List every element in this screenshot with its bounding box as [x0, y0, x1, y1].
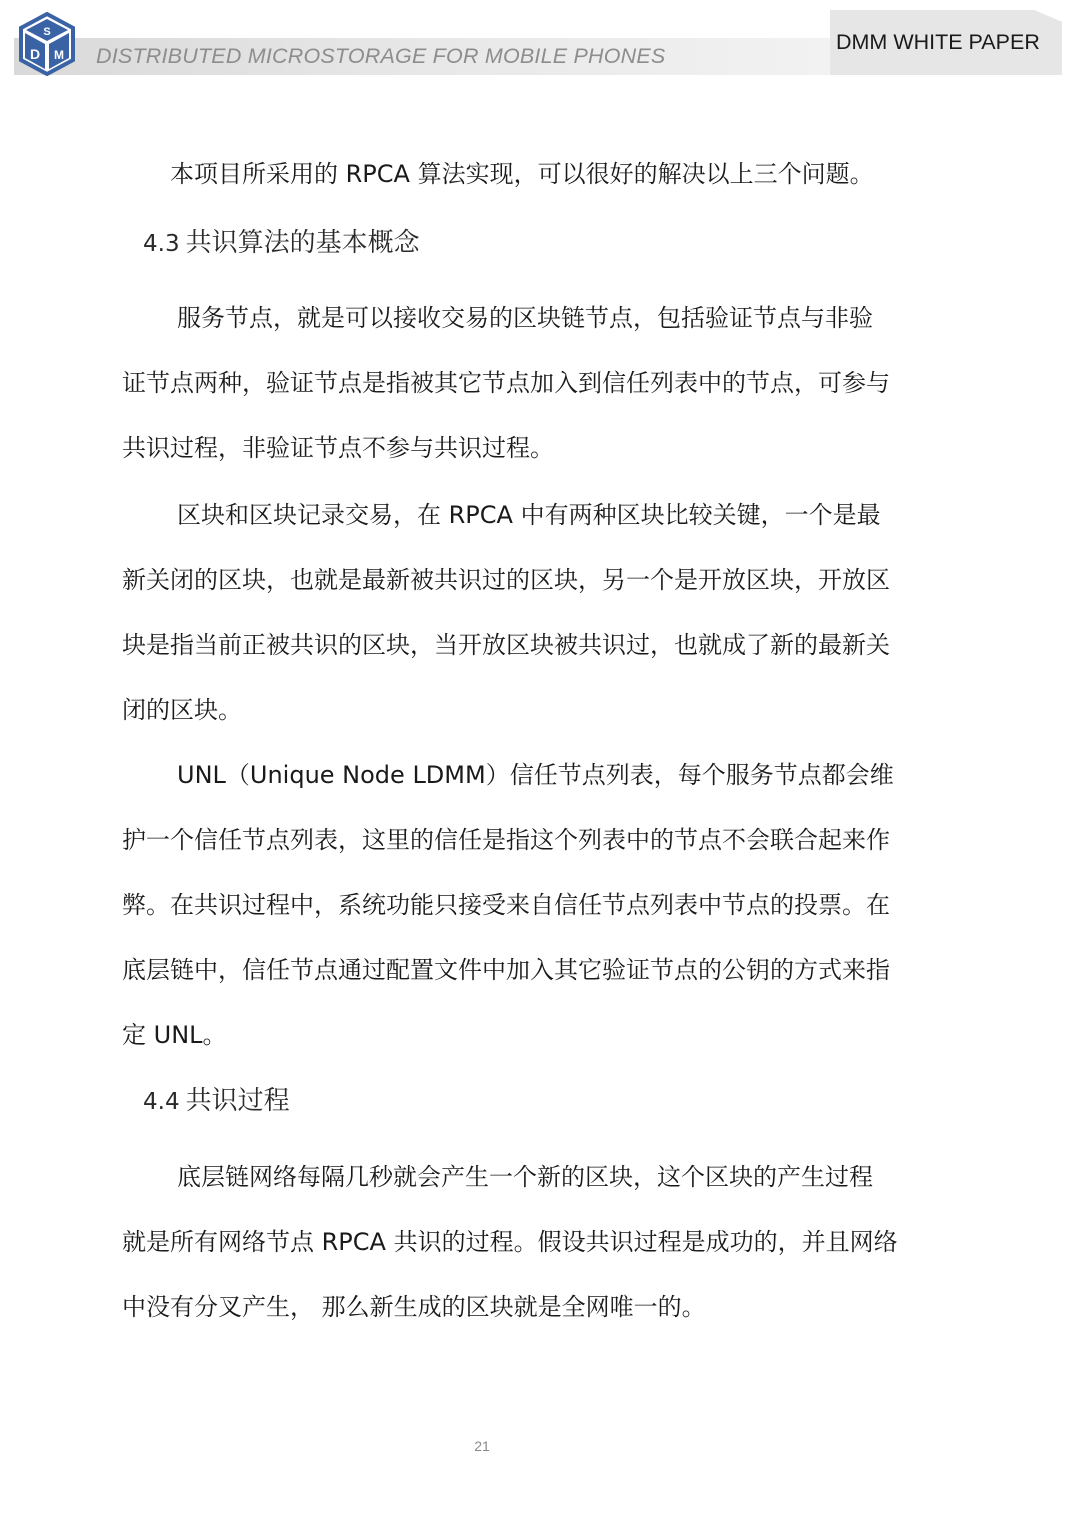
intro-paragraph [122, 142, 942, 207]
paragraph-line: 就是所有网络节点 RPCA 共识的过程。假设共识过程是成功的，并且网络 [122, 1228, 898, 1256]
paragraph-line: 底层链网络每隔几秒就会产生一个新的区块，这个区块的产生过程 [177, 1163, 873, 1191]
paragraph-line: 区块和区块记录交易，在 RPCA 中有两种区块比较关键，一个是最 [177, 501, 881, 529]
paragraph-line: UNL（Unique Node LDMM）信任节点列表，每个服务节点都会维 [177, 761, 894, 789]
header-subtitle: DISTRIBUTED MICROSTORAGE FOR MOBILE PHONES [96, 44, 666, 68]
section-heading-4-4 [143, 1080, 290, 1117]
page-number: 21 [474, 1438, 490, 1454]
logo-letter-top: S [43, 26, 51, 38]
logo-letter-left: D [29, 46, 41, 62]
header-title: DMM WHITE PAPER [836, 30, 1040, 54]
logo-letter-right: M [54, 48, 64, 62]
paragraph-line: 弊。在共识过程中，系统功能只接受来自信任节点列表中节点的投票。在 [122, 891, 890, 919]
section-title: 共识算法的基本概念 [185, 228, 420, 258]
section-number: 4.4 [143, 1089, 180, 1115]
paragraph-service-nodes [122, 286, 942, 481]
paragraph-line: 中没有分叉产生， 那么新生成的区块就是全网唯一的。 [122, 1293, 706, 1321]
paragraph-blocks [122, 483, 942, 743]
section-heading-4-3 [143, 222, 420, 259]
section-number: 4.3 [143, 231, 180, 257]
paragraph-line: 定 UNL。 [122, 1021, 227, 1049]
paragraph-line: 护一个信任节点列表，这里的信任是指这个列表中的节点不会联合起来作 [122, 826, 890, 854]
paragraph-line: 服务节点，就是可以接收交易的区块链节点，包括验证节点与非验 [177, 304, 873, 332]
paragraph-line: 底层链中，信任节点通过配置文件中加入其它验证节点的公钥的方式来指 [122, 956, 890, 984]
paragraph-line: 共识过程，非验证节点不参与共识过程。 [122, 434, 554, 462]
dmm-cube-logo-icon [18, 12, 76, 76]
section-title: 共识过程 [185, 1086, 290, 1116]
paragraph-line: 本项目所采用的 RPCA 算法实现，可以很好的解决以上三个问题。 [170, 160, 874, 188]
paragraph-consensus-process [122, 1145, 942, 1340]
paragraph-line: 新关闭的区块，也就是最新被共识过的区块，另一个是开放区块，开放区 [122, 566, 890, 594]
paragraph-line: 块是指当前正被共识的区块，当开放区块被共识过，也就成了新的最新关 [122, 631, 890, 659]
page-header [0, 0, 1080, 90]
paragraph-line: 闭的区块。 [122, 696, 242, 724]
paragraph-line: 证节点两种，验证节点是指被其它节点加入到信任列表中的节点，可参与 [122, 369, 890, 397]
paragraph-unl [122, 743, 942, 1068]
